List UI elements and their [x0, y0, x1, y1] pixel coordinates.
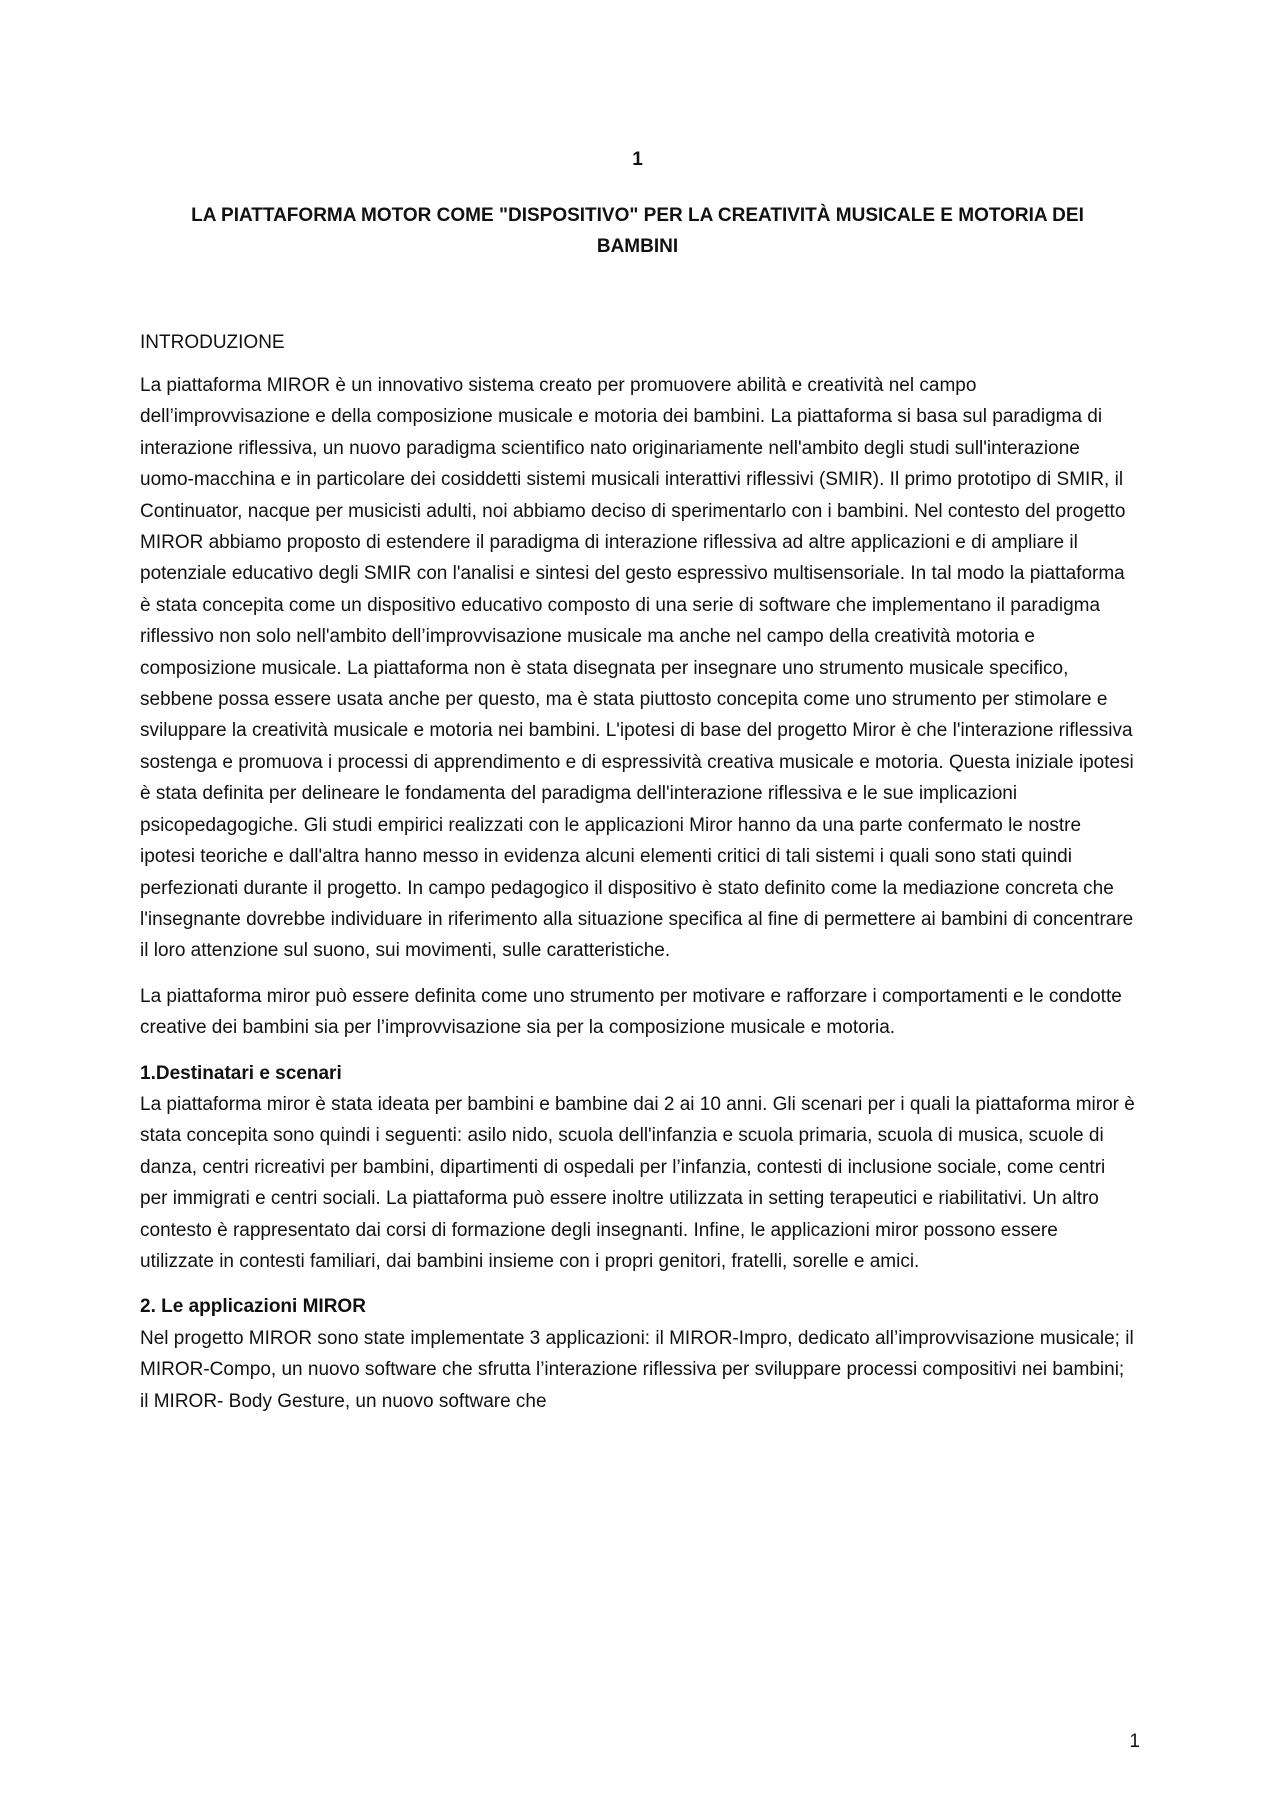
document-title: LA PIATTAFORMA MOTOR COME "DISPOSITIVO" PER LA CREATIVITÀ MUSICALE E MOTORIA DEI BAMBINI [191, 205, 1084, 257]
intro-paragraph-2: La piattaforma miror può essere definita come uno strumento per motivare e rafforzare i comportamenti e le condotte creative dei bambini sia per l’improvvisazione sia per la composizione musicale e motoria. [140, 985, 1122, 1039]
section-destinatari [140, 1058, 1135, 1278]
section-applicazioni [140, 1291, 1135, 1417]
section-heading-applicazioni: 2. Le applicazioni MIROR [140, 1296, 366, 1318]
header-page-number: 1 [632, 149, 643, 170]
page-content [140, 148, 1135, 1431]
section-text-destinatari: La piattaforma miror è stata ideata per bambini e bambine dai 2 ai 10 anni. Gli scenari per i quali la piattaforma miror è stata concepita sono quindi i seguenti: asilo nido, scuola dell'infanzia e scuola primaria, scuola di musica, scuole di danza, centri ricreativi per bambini, dipartimenti di ospedali per l’infanzia, contesti di inclusione sociale, come centri per immigrati e centri sociali. La piattaforma può essere inoltre utilizzata in setting terapeutici e riabilitativi. Un altro contesto è rappresentato dai corsi di formazione degli insegnanti. Infine, le applicazioni miror possono essere utilizzate in contesti familiari, dai bambini insieme con i propri genitori, fratelli, sorelle e amici. [140, 1093, 1135, 1272]
intro-paragraph-1: La piattaforma MIROR è un innovativo sistema creato per promuovere abilità e creatività nel campo dell’improvvisazione e della composizione musicale e motoria dei bambini. La piattaforma si basa sul paradigma di interazione riflessiva, un nuovo paradigma scientifico nato originariamente nell'ambito degli studi sull'interazione uomo-macchina e in particolare dei cosiddetti sistemi musicali interattivi riflessivi (SMIR). Il primo prototipo di SMIR, il Continuator, nacque per musicisti adulti, noi abbiamo deciso di sperimentarlo con i bambini. Nel contesto del progetto MIROR abbiamo proposto di estendere il paradigma di interazione riflessiva ad altre applicazioni e di ampliare il potenziale educativo degli SMIR con l'analisi e sintesi del gesto espressivo multisensoriale. In tal modo la piattaforma è stata concepita come un dispositivo educativo composto di una serie di software che implementano il paradigma riflessivo non solo nell'ambito dell’improvvisazione musicale ma anche nel campo della creatività motoria e composizione musicale. La piattaforma non è stata disegnata per insegnare uno strumento musicale specifico, sebbene possa essere usata anche per questo, ma è stata piuttosto concepita come uno strumento per stimolare e sviluppare la creatività musicale e motoria nei bambini. L'ipotesi di base del progetto Miror è che l'interazione riflessiva sostenga e promuova i processi di apprendimento e di espressività creativa musicale e motoria. Questa iniziale ipotesi è stata definita per delineare le fondamenta del paradigma dell'interazione riflessiva e le sue implicazioni psicopedagogiche. Gli studi empirici realizzati con le applicazioni Miror hanno da una parte confermato le nostre ipotesi teoriche e dall'altra hanno messo in evidenza alcuni elementi critici di tali sistemi i quali sono stati quindi perfezionati durante il progetto. In campo pedagogico il dispositivo è stato definito come la mediazione concreta che l'insegnante dovrebbe individuare in riferimento alla situazione specifica al fine di permettere ai bambini di concentrare il loro attenzione sul suono, sui movimenti, sulle caratteristiche. [140, 375, 1134, 962]
intro-heading: INTRODUZIONE [140, 332, 285, 353]
footer-page-number: 1 [1129, 1731, 1140, 1752]
section-heading-destinatari: 1.Destinatari e scenari [140, 1062, 342, 1084]
section-text-applicazioni: Nel progetto MIROR sono state implementate 3 applicazioni: il MIROR-Impro, dedicato all’improvvisazione musicale; il MIROR-Compo, un nuovo software che sfrutta l’interazione riflessiva per sviluppare processi compositivi nei bambini; il MIROR- Body Gesture, un nuovo software che [140, 1327, 1134, 1412]
